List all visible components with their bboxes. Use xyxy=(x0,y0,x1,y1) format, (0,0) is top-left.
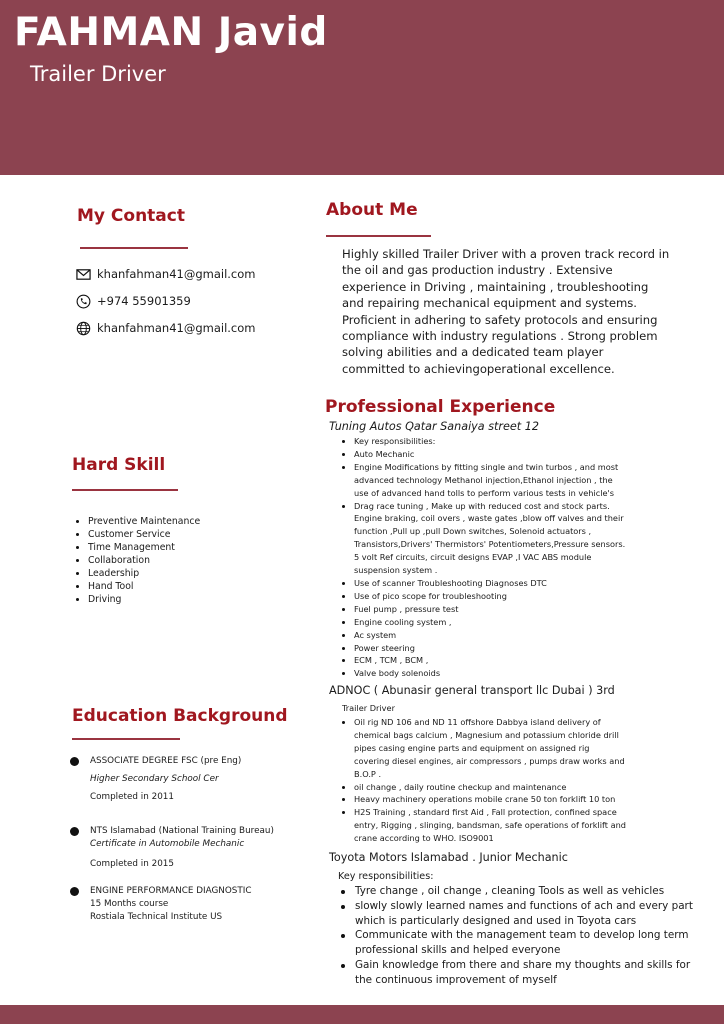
bullet-icon xyxy=(342,721,345,724)
bullet-icon xyxy=(341,905,345,909)
job-responsibilities xyxy=(338,884,693,988)
about-line: committed to achievingoperational excellence. xyxy=(342,361,615,376)
responsibility-item: advanced technology Methanol injection,Ethanol injection , the xyxy=(354,474,613,485)
globe-icon xyxy=(76,321,91,336)
bullet-icon xyxy=(342,659,345,662)
bullet-icon xyxy=(341,964,345,968)
responsibility-item: Heavy machinery operations mobile crane 50 ton forklift 10 ton xyxy=(340,793,626,806)
skills-rule xyxy=(72,489,178,491)
bullet-icon xyxy=(342,466,345,469)
responsibility-item: function ,Pull up ,pull Down switches, Solenoid actuators , xyxy=(354,526,592,537)
mail-icon xyxy=(76,267,91,282)
responsibility-item: 5 volt Ref circuits, circuit designs EVAP ,I VAC ABS module xyxy=(354,552,592,563)
responsibility-item: Ac system xyxy=(340,629,625,642)
job-subheading: Key responsibilities: xyxy=(338,871,434,882)
skills-list xyxy=(76,515,200,606)
responsibility-item: entry, Rigging , slinging, bandsman, safe operations of forklift and xyxy=(354,820,626,831)
education-completed: Completed in 2015 xyxy=(90,859,174,869)
about-line: and repairing mechanical equipment and systems. xyxy=(342,296,637,311)
responsibility-item: professional skills and helped everyone xyxy=(355,944,561,957)
skill-item: Time Management xyxy=(76,541,200,554)
bullet-icon xyxy=(342,595,345,598)
contact-email[interactable] xyxy=(76,264,256,284)
education-rule xyxy=(72,738,180,740)
education-entry xyxy=(70,885,305,924)
education-title: ASSOCIATE DEGREE FSC (pre Eng) xyxy=(90,756,242,766)
about-line: Proficient in adhering to safety protocols and ensuring xyxy=(342,312,658,327)
bullet-icon xyxy=(342,798,345,801)
responsibility-item: Transistors,Drivers' Thermistors' Potentiometers,Pressure sensors. xyxy=(354,539,626,550)
bullet-icon xyxy=(76,533,79,536)
responsibility-item: crane according to WHO. ISO9001 xyxy=(354,833,494,844)
education-detail: Certificate in Automobile Mechanic xyxy=(90,839,245,849)
job-company: Toyota Motors Islamabad . Junior Mechanic xyxy=(329,851,568,864)
skill-item: Customer Service xyxy=(76,528,200,541)
responsibility-item: chemical bags calcium , Magnesium and potassium chloride drill xyxy=(354,729,619,740)
contact-heading: My Contact xyxy=(77,206,185,226)
education-title: NTS Islamabad (National Training Bureau) xyxy=(90,826,274,836)
about-text xyxy=(342,246,687,377)
bullet-icon xyxy=(342,453,345,456)
candidate-role: Trailer Driver xyxy=(30,62,166,86)
education-entry xyxy=(70,825,305,871)
responsibility-item: Use of pico scope for troubleshooting xyxy=(340,590,625,603)
job-company: ADNOC ( Abunasir general transport llc Dubai ) 3rd xyxy=(329,684,615,697)
candidate-name: FAHMAN Javid xyxy=(14,10,328,55)
contact-email-text: khanfahman41@gmail.com xyxy=(97,267,256,281)
bullet-icon xyxy=(342,582,345,585)
responsibility-item: Engine Modifications by fitting single and twin turbos , and most xyxy=(340,461,625,474)
about-line: Highly skilled Trailer Driver with a proven track record in xyxy=(342,247,670,261)
responsibility-item: Use of scanner Troubleshooting Diagnoses DTC xyxy=(340,577,625,590)
responsibility-item: Power steering xyxy=(340,642,625,655)
job-title: Trailer Driver xyxy=(342,703,395,713)
bullet-icon xyxy=(76,572,79,575)
bullet-icon xyxy=(76,585,79,588)
about-line: the oil and gas production industry . Extensive xyxy=(342,263,613,278)
responsibility-item: B.O.P . xyxy=(354,768,382,779)
bullet-icon xyxy=(70,757,79,766)
bullet-icon xyxy=(342,505,345,508)
education-entry xyxy=(70,755,305,804)
about-line: compliance with industry regulations . Strong problem xyxy=(342,329,658,344)
responsibility-item: Key responsibilities: xyxy=(340,435,625,448)
responsibility-item: the continuous improvement of myself xyxy=(355,973,557,986)
responsibility-item: ECM , TCM , BCM , xyxy=(340,654,625,667)
bullet-icon xyxy=(342,440,345,443)
phone-icon xyxy=(76,294,91,309)
responsibility-item: pipes casing engine parts and equipment on assigned rig xyxy=(354,742,590,753)
responsibility-item: Valve body solenoids xyxy=(340,667,625,680)
responsibility-item: Gain knowledge from there and share my thoughts and skills for xyxy=(338,958,693,973)
bullet-icon xyxy=(342,647,345,650)
bullet-icon xyxy=(341,890,345,894)
skill-item: Hand Tool xyxy=(76,580,200,593)
job-responsibilities xyxy=(340,435,625,680)
contact-rule xyxy=(80,247,188,249)
bullet-icon xyxy=(76,546,79,549)
education-heading: Education Background xyxy=(72,706,288,726)
job-company: Tuning Autos Qatar Sanaiya street 12 xyxy=(329,420,539,433)
responsibility-item: Fuel pump , pressure test xyxy=(340,603,625,616)
responsibility-item: Engine braking, coil overs , waste gates ,blow off valves and their xyxy=(354,513,624,524)
responsibility-item: Communicate with the management team to develop long term xyxy=(338,928,693,943)
bullet-icon xyxy=(76,520,79,523)
bullet-icon xyxy=(341,934,345,938)
contact-website[interactable] xyxy=(76,318,256,338)
skills-heading: Hard Skill xyxy=(72,455,166,475)
responsibility-item: Oil rig ND 106 and ND 11 offshore Dabbya island delivery of xyxy=(340,716,626,729)
responsibility-item: suspension system . xyxy=(354,565,438,576)
responsibility-item: slowly slowly learned names and functions of ach and every part xyxy=(338,899,693,914)
responsibility-item: which is particularly designed and used in Toyota cars xyxy=(355,914,637,927)
footer-bar xyxy=(0,1005,724,1024)
bullet-icon xyxy=(70,827,79,836)
bullet-icon xyxy=(342,786,345,789)
responsibility-item: oil change , daily routine checkup and maintenance xyxy=(340,781,626,794)
responsibility-item: H2S Training , standard first Aid , Fall protection, confined space xyxy=(340,806,626,819)
bullet-icon xyxy=(76,598,79,601)
responsibility-item: use of advanced hand tolls to perform various tests in vehicle's xyxy=(354,487,615,498)
skill-item: Preventive Maintenance xyxy=(76,515,200,528)
responsibility-item: Auto Mechanic xyxy=(340,448,625,461)
about-line: solving abilities and a dedicated team player xyxy=(342,345,604,360)
bullet-icon xyxy=(342,621,345,624)
education-completed: Completed in 2011 xyxy=(90,792,174,802)
responsibility-item: Tyre change , oil change , cleaning Tools as well as vehicles xyxy=(338,884,693,899)
education-detail: 15 Months course xyxy=(90,899,169,909)
job-responsibilities xyxy=(340,716,626,845)
about-rule xyxy=(326,235,431,237)
responsibility-item: covering diesel engines, air compressors , pumps draw works and xyxy=(354,755,625,766)
bullet-icon xyxy=(342,608,345,611)
responsibility-item: Engine cooling system , xyxy=(340,616,625,629)
education-detail: Higher Secondary School Cer xyxy=(90,774,219,784)
bullet-icon xyxy=(342,634,345,637)
education-completed: Rostiala Technical Institute US xyxy=(90,912,223,922)
skill-item: Leadership xyxy=(76,567,200,580)
education-title: ENGINE PERFORMANCE DIAGNOSTIC xyxy=(90,886,252,896)
skill-item: Driving xyxy=(76,593,200,606)
contact-phone[interactable] xyxy=(76,291,191,311)
bullet-icon xyxy=(342,811,345,814)
contact-website-text: khanfahman41@gmail.com xyxy=(97,321,256,335)
bullet-icon xyxy=(70,887,79,896)
contact-phone-text: +974 55901359 xyxy=(97,294,191,308)
experience-heading: Professional Experience xyxy=(325,397,556,417)
about-line: experience in Driving , maintaining , troubleshooting xyxy=(342,279,649,294)
responsibility-item: Drag race tuning , Make up with reduced cost and stock parts. xyxy=(340,500,625,513)
skill-item: Collaboration xyxy=(76,554,200,567)
about-heading: About Me xyxy=(326,200,418,220)
bullet-icon xyxy=(342,672,345,675)
bullet-icon xyxy=(76,559,79,562)
